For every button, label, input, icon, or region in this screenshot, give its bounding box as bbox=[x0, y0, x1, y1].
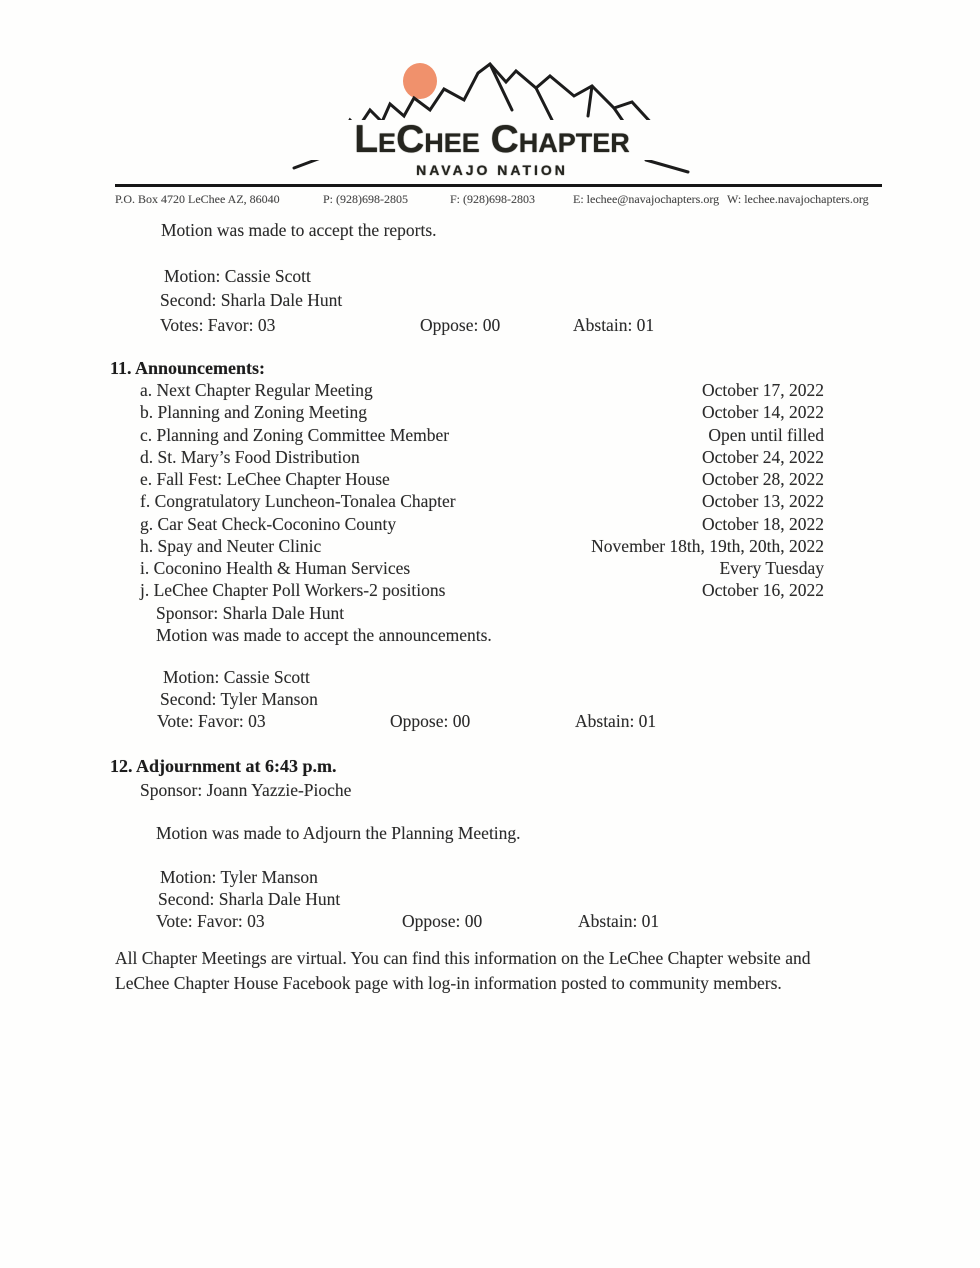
announcement-label: j. LeChee Chapter Poll Workers-2 positions bbox=[140, 580, 446, 600]
header-divider bbox=[115, 184, 882, 187]
second-by-line: Second: Sharla Dale Hunt bbox=[158, 889, 341, 909]
vote-oppose: Oppose: 00 bbox=[390, 711, 471, 731]
footer-note: All Chapter Meetings are virtual. You can find this information on the LeChee Chapter website and LeChee Chapter House Facebook page with log-in information posted to community members. bbox=[115, 948, 811, 993]
contact-address: P.O. Box 4720 LeChee AZ, 86040 bbox=[115, 192, 280, 206]
motion-by-line: Motion: Cassie Scott bbox=[163, 667, 310, 687]
announcement-date: October 16, 2022 bbox=[702, 580, 824, 600]
announcement-label: d. St. Mary’s Food Distribution bbox=[140, 447, 360, 467]
announcement-date: October 18, 2022 bbox=[702, 514, 824, 534]
reports-motion-intro: Motion was made to accept the reports. bbox=[161, 220, 437, 240]
contact-phone: P: (928)698-2805 bbox=[323, 192, 408, 206]
second-by-line: Second: Sharla Dale Hunt bbox=[160, 290, 343, 310]
vote-favor: Vote: Favor: 03 bbox=[156, 911, 265, 931]
second-by-line: Second: Tyler Manson bbox=[160, 689, 318, 709]
vote-favor: Vote: Favor: 03 bbox=[157, 711, 266, 731]
vote-favor: Votes: Favor: 03 bbox=[160, 315, 276, 335]
sun-icon bbox=[403, 63, 437, 99]
announcement-label: b. Planning and Zoning Meeting bbox=[140, 402, 367, 422]
announcements-heading: 11. Announcements: bbox=[110, 358, 266, 378]
announcement-date: October 28, 2022 bbox=[702, 469, 824, 489]
logo-subtitle: NAVAJO NATION bbox=[416, 162, 568, 178]
contact-email: E: lechee@navajochapters.org bbox=[573, 192, 720, 206]
announcement-date: October 14, 2022 bbox=[702, 402, 824, 422]
announcement-date: Open until filled bbox=[708, 425, 824, 445]
adjournment-heading: 12. Adjournment at 6:43 p.m. bbox=[110, 756, 337, 776]
announcement-date: October 17, 2022 bbox=[702, 380, 824, 400]
adjournment-motion-line: Motion was made to Adjourn the Planning Meeting. bbox=[156, 823, 521, 843]
announcement-label: e. Fall Fest: LeChee Chapter House bbox=[140, 469, 390, 489]
announcements-motion-line: Motion was made to accept the announcements. bbox=[156, 625, 492, 645]
announcements-sponsor: Sponsor: Sharla Dale Hunt bbox=[156, 603, 345, 623]
motion-by-line: Motion: Cassie Scott bbox=[164, 266, 311, 286]
logo-title: LeChee Chapter bbox=[292, 120, 692, 160]
announcement-label: a. Next Chapter Regular Meeting bbox=[140, 380, 373, 400]
announcement-date: October 13, 2022 bbox=[702, 491, 824, 511]
announcement-date: October 24, 2022 bbox=[702, 447, 824, 467]
adjournment-sponsor: Sponsor: Joann Yazzie-Pioche bbox=[140, 780, 352, 800]
chapter-logo bbox=[292, 58, 692, 186]
vote-abstain: Abstain: 01 bbox=[575, 711, 657, 731]
announcement-label: h. Spay and Neuter Clinic bbox=[140, 536, 322, 556]
motion-by-line: Motion: Tyler Manson bbox=[160, 867, 318, 887]
announcement-label: g. Car Seat Check-Coconino County bbox=[140, 514, 397, 534]
announcement-date: Every Tuesday bbox=[719, 558, 824, 578]
contact-fax: F: (928)698-2803 bbox=[450, 192, 535, 206]
vote-oppose: Oppose: 00 bbox=[420, 315, 501, 335]
announcement-date: November 18th, 19th, 20th, 2022 bbox=[591, 536, 824, 556]
announcement-label: i. Coconino Health & Human Services bbox=[140, 558, 411, 578]
vote-abstain: Abstain: 01 bbox=[578, 911, 660, 931]
contact-website: W: lechee.navajochapters.org bbox=[727, 192, 869, 206]
vote-oppose: Oppose: 00 bbox=[402, 911, 483, 931]
announcement-label: f. Congratulatory Luncheon-Tonalea Chapter bbox=[140, 491, 456, 511]
vote-abstain: Abstain: 01 bbox=[573, 315, 655, 335]
announcement-label: c. Planning and Zoning Committee Member bbox=[140, 425, 450, 445]
